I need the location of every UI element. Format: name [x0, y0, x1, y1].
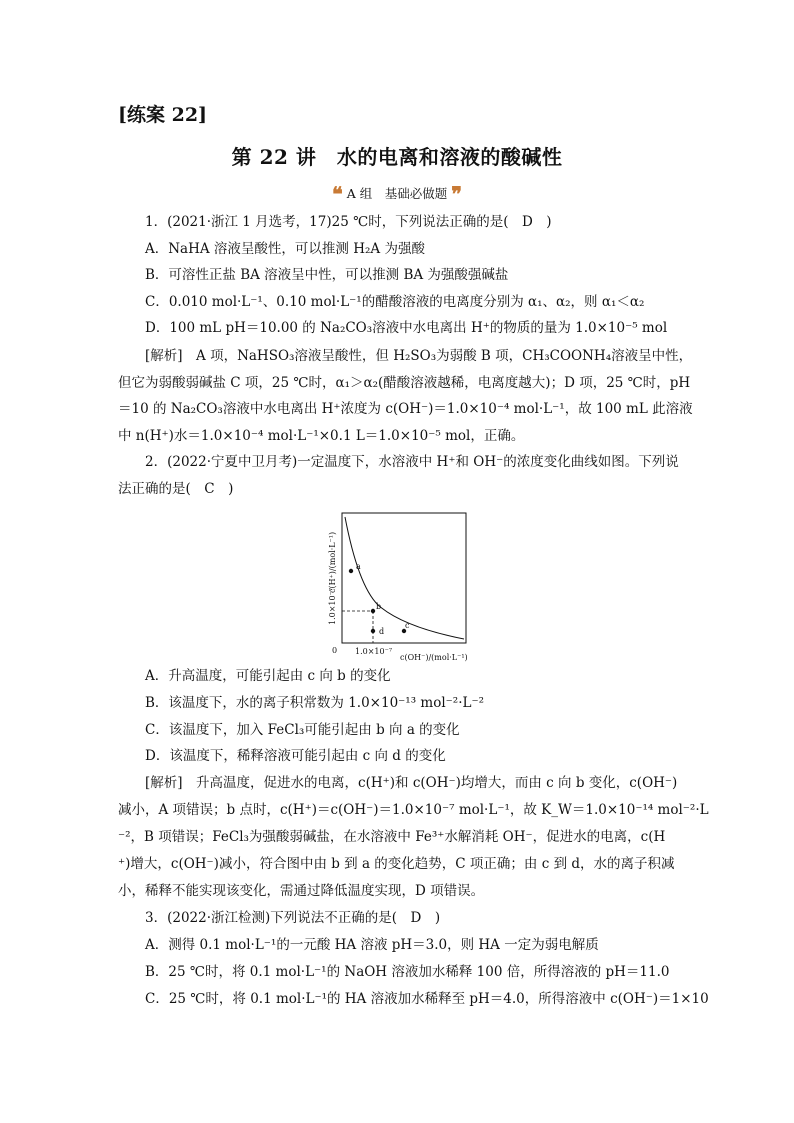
text-line: C．25 ℃时，将 0.1 mol·L⁻¹的 HA 溶液加水稀释至 pH＝4.0，所得溶液中 c(OH⁻)＝1×10 [145, 991, 709, 1007]
open-quote-icon: ❝ [331, 182, 343, 206]
point-label-b: b [376, 602, 382, 611]
text-line: 减小，A 项错误；b 点时，c(H⁺)＝c(OH⁻)＝1.0×10⁻⁷ mol·L⁻¹，故 K_W＝1.0×10⁻¹⁴ mol⁻²·L [118, 802, 709, 818]
text-line: C．0.010 mol·L⁻¹、0.10 mol·L⁻¹的醋酸溶液的电离度分别为 α₁、α₂，则 α₁＜α₂ [145, 294, 645, 310]
text-line: 3．(2022·浙江检测)下列说法不正确的是( D ) [145, 910, 441, 926]
point-label-d: d [379, 627, 385, 636]
y-tick-label: 1.0×10⁻⁷ [328, 587, 337, 625]
text-line: B．可溶性正盐 BA 溶液呈中性，可以推测 BA 为强酸强碱盐 [145, 267, 509, 283]
text-line: A．NaHA 溶液呈酸性，可以推测 H₂A 为强酸 [145, 241, 425, 257]
text-line: B．25 ℃时，将 0.1 mol·L⁻¹的 NaOH 溶液加水稀释 100 倍，所得溶液的 pH＝11.0 [145, 964, 670, 980]
text-line: ＝10 的 Na₂CO₃溶液中水电离出 H⁺浓度为 c(OH⁻)＝1.0×10⁻⁴ mol·L⁻¹，故 100 mL 此溶液 [118, 401, 693, 417]
x-axis-label: c(OH⁻)/(mol·L⁻¹) [400, 653, 468, 662]
practice-tag: [练案 22] [118, 104, 208, 126]
point-label-a: a [356, 562, 361, 571]
lecture-title: 第 22 讲 水的电离和溶液的酸碱性 [231, 145, 563, 169]
text-line: 中 n(H⁺)水＝1.0×10⁻⁴ mol·L⁻¹×0.1 L＝1.0×10⁻⁵ mol，正确。 [118, 428, 525, 444]
text-line: A．升高温度，可能引起由 c 向 b 的变化 [145, 668, 391, 684]
section-heading [0, 182, 794, 206]
point-b [371, 609, 375, 613]
text-line: B．该温度下，水的离子积常数为 1.0×10⁻¹³ mol⁻²·L⁻² [145, 695, 484, 711]
text-line: A．测得 0.1 mol·L⁻¹的一元酸 HA 溶液 pH＝3.0，则 HA 一定为弱电解质 [145, 937, 599, 953]
point-label-c: c [405, 621, 410, 630]
text-line: [解析] A 项，NaHSO₃溶液呈酸性，但 H₂SO₃为弱酸 B 项，CH₃COONH₄溶液呈中性， [145, 348, 693, 364]
point-d [371, 629, 375, 633]
close-quote-icon: ❞ [451, 182, 462, 206]
concentration-curve-figure [318, 505, 478, 665]
text-line: 法正确的是( C ) [118, 481, 234, 497]
text-line: 2．(2022·宁夏中卫月考)一定温度下，水溶液中 H⁺和 OH⁻的浓度变化曲线如图。下列说 [145, 454, 679, 470]
section-label: A 组 基础必做题 [346, 186, 448, 201]
text-line: 1．(2021·浙江 1 月选考，17)25 ℃时，下列说法正确的是( D ) [145, 214, 552, 230]
origin-label: 0 [332, 646, 338, 655]
point-a [349, 569, 353, 573]
text-line: 但它为弱酸弱碱盐 C 项，25 ℃时，α₁＞α₂(醋酸溶液越稀，电离度越大)；D 项，25 ℃时，pH [118, 375, 691, 391]
plot-frame [342, 513, 466, 643]
x-tick-label: 1.0×10⁻⁷ [355, 647, 393, 656]
text-line: D．100 mL pH＝10.00 的 Na₂CO₃溶液中水电离出 H⁺的物质的量为 1.0×10⁻⁵ mol [145, 320, 668, 336]
text-line: C．该温度下，加入 FeCl₃可能引起由 b 向 a 的变化 [145, 722, 460, 738]
text-line: ⁻²，B 项错误；FeCl₃为强酸弱碱盐，在水溶液中 Fe³⁺水解消耗 OH⁻，促进水的电离，c(H [118, 829, 666, 845]
text-line: ⁺)增大，c(OH⁻)减小，符合图中由 b 到 a 的变化趋势，C 项正确；由 c 到 d，水的离子积减 [118, 856, 675, 872]
text-line: D．该温度下，稀释溶液可能引起由 c 向 d 的变化 [145, 748, 446, 764]
y-axis-label: c(H⁺)/(mol·L⁻¹) [328, 531, 337, 593]
text-line: 小，稀释不能实现该变化，需通过降低温度实现，D 项错误。 [118, 883, 485, 899]
text-line: [解析] 升高温度，促进水的电离，c(H⁺)和 c(OH⁻)均增大，而由 c 向 b 变化，c(OH⁻) [145, 775, 678, 791]
